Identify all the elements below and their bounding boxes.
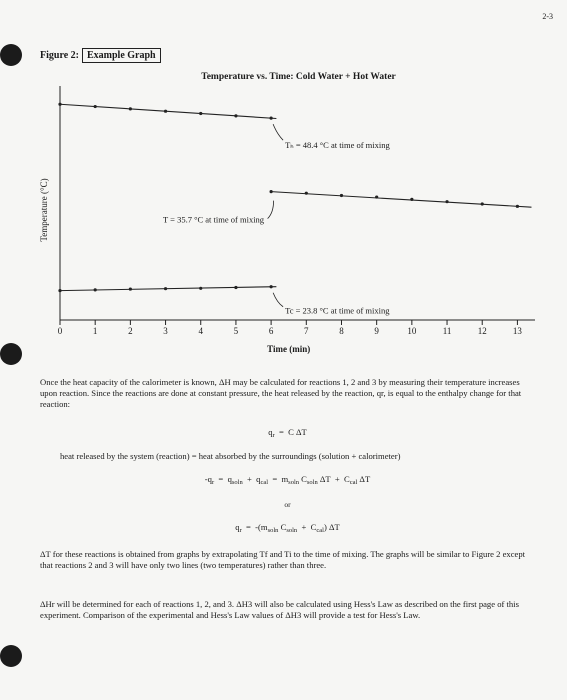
- data-point: [340, 194, 343, 197]
- paragraph-hess-law: ΔHr will be determined for each of reactions 1, 2, and 3. ΔH3 will also be calculated using Hess's Law as described on the first page of this experiment. Comparison of the experimental and Hess's Law values of ΔH3 will provide a test for Hess's Law.: [40, 599, 519, 620]
- x-tick-label: 5: [233, 326, 239, 336]
- series-line: [60, 104, 276, 118]
- y-axis-label: Temperature (°C): [39, 178, 49, 242]
- x-tick-label: 8: [339, 326, 344, 336]
- equation-heat-balance: heat released by the system (reaction) = heat absorbed by the surroundings (solution + calorimeter): [60, 451, 401, 461]
- series-line: [60, 287, 276, 291]
- data-point: [410, 198, 413, 201]
- x-tick-label: 9: [374, 326, 379, 336]
- annotation-arrow: [273, 293, 283, 307]
- data-point: [129, 107, 132, 110]
- x-tick-label: 13: [512, 326, 522, 336]
- x-tick-label: 11: [442, 326, 452, 336]
- data-point: [270, 190, 273, 193]
- data-point: [129, 287, 132, 290]
- x-tick-label: 6: [268, 326, 274, 336]
- data-point: [516, 205, 519, 208]
- x-tick-label: 10: [407, 326, 417, 336]
- x-tick-label: 2: [128, 326, 133, 336]
- data-point: [164, 110, 167, 113]
- data-point: [199, 112, 202, 115]
- data-point: [94, 105, 97, 108]
- data-point: [234, 286, 237, 289]
- annotation-mix: T = 35.7 °C at time of mixing: [163, 214, 265, 225]
- data-point: [481, 202, 484, 205]
- data-point: [164, 287, 167, 290]
- data-point: [270, 285, 273, 288]
- data-point: [270, 117, 273, 120]
- x-axis-label: Time (min): [267, 344, 311, 354]
- annotation-arrow: [268, 201, 274, 219]
- data-point: [199, 287, 202, 290]
- figure-number: Figure 2:: [40, 50, 79, 61]
- data-point: [445, 200, 448, 203]
- data-point: [305, 192, 308, 195]
- binder-hole: [0, 645, 22, 667]
- annotation-arrow: [273, 124, 283, 140]
- data-point: [234, 114, 237, 117]
- series-line: [271, 192, 531, 208]
- equation-or: or: [284, 500, 291, 509]
- chart-title: Temperature vs. Time: Cold Water + Hot Water: [201, 72, 396, 82]
- x-tick-label: 3: [163, 326, 168, 336]
- data-point: [58, 289, 61, 292]
- paragraph-delta-t: ΔT for these reactions is obtained from graphs by extrapolating Tf and Ti to the time of mixing. The graphs will be similar to Figure 2 except that reactions 2 and 3 will have only two lines (two temperatures) rather than three.: [40, 549, 526, 570]
- data-point: [375, 195, 378, 198]
- paragraph-intro: Once the heat capacity of the calorimeter is known, ΔH may be calculated for reactions 1, 2 and 3 by measuring their temperature increases upon reaction. Since the reactions are done at constant pressure, the heat released by the reaction, qr, is equal to the enthalpy change for that reaction:: [40, 377, 522, 409]
- annotation-hot: Tₕ = 48.4 °C at time of mixing: [285, 140, 390, 151]
- equation-q-r: $q_r = C$ ΔT: [268, 427, 307, 439]
- data-point: [94, 288, 97, 291]
- annotation-cold: Tc = 23.8 °C at time of mixing: [285, 305, 390, 316]
- figure-caption: Example Graph: [82, 48, 161, 63]
- x-tick-label: 12: [477, 326, 487, 336]
- x-tick-label: 4: [198, 326, 203, 336]
- x-tick-label: 1: [92, 326, 98, 336]
- equation-final: $q_r = -(m_{soln}$ $C_{soln} + C_{cal}$) ΔT: [235, 522, 340, 534]
- page-number: 2-3: [542, 12, 553, 21]
- x-tick-label: 0: [57, 326, 63, 336]
- equation-expansion: $-q_r = q_{soln} + q_{cal} = m_{soln}$ $C_{soln}$ $\Delta T + C_{cal}$ ΔT: [204, 474, 371, 486]
- x-tick-label: 7: [304, 326, 309, 336]
- data-point: [58, 103, 61, 106]
